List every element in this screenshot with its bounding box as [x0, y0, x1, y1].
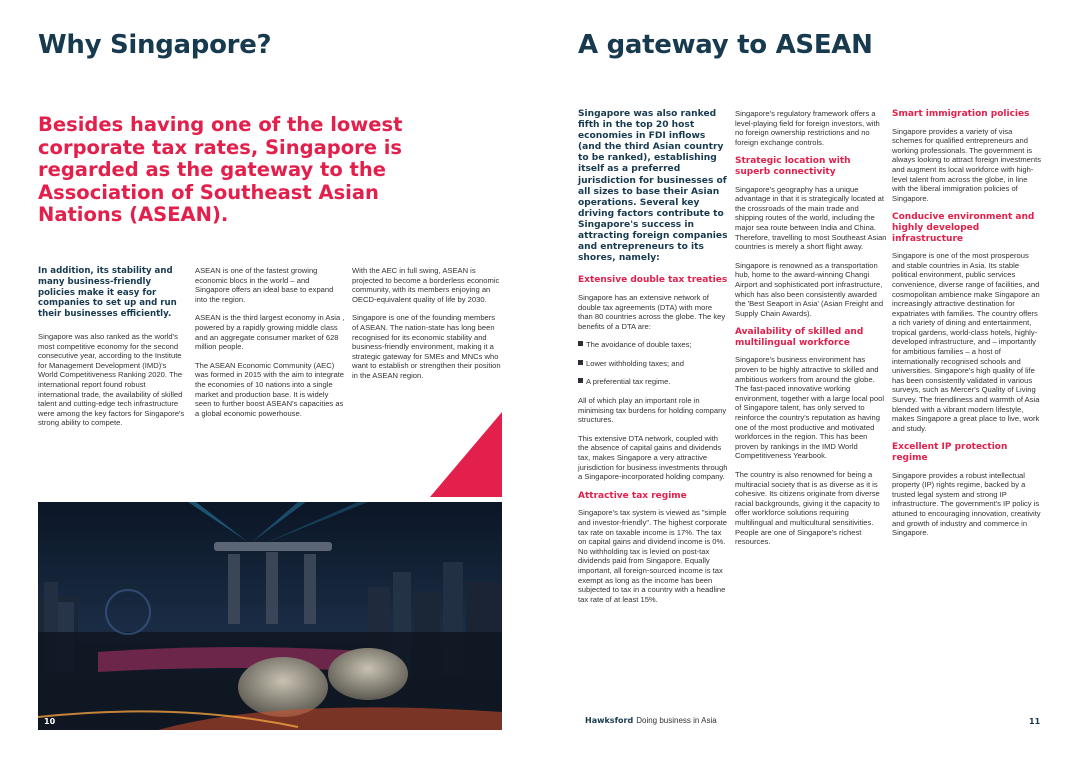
bullet-text: Lower withholding taxes; and: [586, 358, 684, 368]
left-column-3: [352, 266, 502, 390]
paragraph: ASEAN is one of the fastest growing economic blocs in the world – and Singapore offers an ideal base to expand into the region.: [195, 266, 334, 304]
right-page: [540, 0, 1080, 764]
paragraph: Singapore's tax system is viewed as "simple and investor-friendly". The highest corporate tax rate on taxable income is 17%. The tax on capital gains and dividend income is 0%. No withholding tax is levied on post-tax dividends paid from Singapore. Equally important, all foreign-sourced income is tax exempt as long as the income has been subjected to tax in a country with a headline tax rate of at least 15%.: [578, 508, 728, 604]
paragraph: Singapore has an extensive network of double tax agreements (DTA) with more than 80 countries across the globe. The key benefits of a DTA are:: [578, 292, 726, 331]
right-column-3: [892, 109, 1042, 547]
right-column-2: [735, 109, 887, 556]
paragraph: The ASEAN Economic Community (AEC) was formed in 2015 with the aim to integrate the economies of 10 nations into a single market and production base. It is widely seen to further boost ASEAN's capacities as a global economic powerhouse.: [195, 360, 345, 418]
section-heading: Conducive environment and highly developed infrastructure: [892, 212, 1035, 244]
left-column-1: [38, 266, 188, 437]
paragraph: Singapore is renowned as a transportation hub, home to the award-winning Changi Airport and sophisticated port infrastructure, which has also been consistently awarded the 'Best Seaport in Asia' (Asian Freight and Supply Chain Awards).: [735, 260, 884, 318]
bullet-square-icon: [578, 341, 583, 346]
brand-name: Hawksford: [585, 716, 634, 725]
page-number: 11: [1029, 717, 1041, 726]
paragraph: Singapore provides a robust intellectual property (IP) rights regime, backed by a trusted legal system and strong IP infrastructure. The government's IP policy is attuned to encouraging innovation, creativity and growth of industry and commerce in Singapore.: [892, 470, 1041, 538]
left-column-2: [195, 266, 345, 427]
section-heading: Excellent IP protection regime: [892, 442, 1008, 463]
section-heading: Attractive tax regime: [578, 490, 687, 501]
bullet-item: [578, 359, 728, 369]
section-heading: Extensive double tax treaties: [578, 275, 728, 286]
accent-triangle: [430, 412, 502, 497]
paragraph: Singapore was also ranked as the world's most competitive economy for the second consecutive year, according to the Institute for Management Development (IMD)'s World Competitiveness Ranking 2020. The international report found robust international trade, the availability of skilled talent and cutting-edge tech infrastructure were among the key factors for Singapore's strong ability to compete.: [38, 331, 185, 428]
page-title: A gateway to ASEAN: [578, 30, 873, 60]
bullet-square-icon: [578, 378, 583, 383]
paragraph: Singapore's regulatory framework offers a level-playing field for foreign investors, with no foreign ownership restrictions and no foreign exchange controls.: [735, 109, 880, 147]
bullet-item: [578, 340, 728, 350]
lead-statement: Besides having one of the lowest corporate tax rates, Singapore is regarded as the gateway to the Association of Southeast Asian Nations (ASEAN).: [38, 113, 403, 226]
paragraph: Singapore is one of the most prosperous and stable countries in Asia. Its stable political environment, public services convenience, diverse range of facilities, and cosmopolitan ambience make Singapore an increasingly attractive destination for expatriates with families. The country offers a rich variety of dining and entertainment, tropical gardens, world-class hotels, highly-developed infrastructure, and – importantly for ambitious families – a host of internationally recognised schools and universities. Singapore's high quality of life has been consistently validated in various surveys, such as Mercer's Quality of Living Survey. The friendliness and warmth of Asia blended with a vibrant modern lifestyle, makes Singapore a great place to live, work and study.: [892, 251, 1040, 433]
section-heading: Strategic location with superb connectivity: [735, 156, 851, 177]
paragraph: Singapore is one of the founding members of ASEAN. The nation-state has long been recognised for its economic stability and business-friendly environment, making it a strategic gateway for SMEs and MNCs who want to establish or strengthen their position in the ASEAN region.: [352, 313, 501, 380]
paragraph: ASEAN is the third largest economy in Asia , powered by a rapidly growing middle class and an aggregate consumer market of 628 million people.: [195, 313, 345, 352]
paragraph: All of which play an important role in minimising tax burdens for holding company structures.: [578, 396, 727, 425]
footer-tagline: Doing business in Asia: [636, 716, 717, 725]
paragraph: With the AEC in full swing, ASEAN is projected to become a borderless economic community, with its members enjoying an OECD-equivalent quality of life by 2030.: [352, 266, 500, 304]
right-column-1: [578, 109, 728, 613]
section-heading: Smart immigration policies: [892, 109, 1030, 119]
paragraph: Singapore provides a variety of visa schemes for qualified entrepreneurs and working professionals. The government is always looking to attract foreign investments and augment its local workforce with high-level talent from across the globe, in line with the liberal immigration policies of Singapore.: [892, 126, 1041, 203]
singapore-skyline-photo: [38, 502, 502, 730]
section-heading: Availability of skilled and multilingual workforce: [735, 327, 864, 348]
intro-text: In addition, its stability and many business-friendly policies make it easy for companies to set up and run their businesses efficiently.: [38, 266, 177, 320]
page-number: 10: [44, 717, 56, 726]
bullet-text: The avoidance of double taxes;: [586, 340, 692, 350]
paragraph: This extensive DTA network, coupled with the absence of capital gains and dividends tax, makes Singapore a very attractive jurisdiction for business investments through a Singapore-incorporated holding company.: [578, 433, 728, 482]
paragraph: Singapore's geography has a unique advantage in that it is strategically located at the crossroads of the main trade and shipping routes of the world, including the major sea route between India and China. Therefore, travelling to most Southeast Asian countries is merely a short flight away.: [735, 184, 887, 252]
paragraph: Singapore's business environment has proven to be highly attractive to skilled and ambitious workers from around the globe. The fast-paced innovative working environment, together with a large local pool of Singapore talent, has only served to reinforce the country's reputation as having one of the most productive and motivated workforces in the region. This has been proven by rankings in the IMD World Competitiveness Yearbook.: [735, 355, 885, 461]
page-title: Why Singapore?: [38, 30, 272, 60]
bullet-text: A preferential tax regime.: [586, 377, 671, 387]
bullet-square-icon: [578, 360, 583, 365]
footer-branding: [585, 716, 717, 725]
lead-text: Singapore was also ranked fifth in the top 20 host economies in FDI inflows (and the third Asian country to be ranked), establishing itself as a preferred jurisdiction for businesses of all sizes to base their Asian operations. Several key driving factors contribute to Singapore's success in attracting foreign companies and entrepreneurs to its shores, namely:: [578, 109, 728, 264]
paragraph: The country is also renowned for being a multiracial society that is as diverse as it is cohesive. Its citizens originate from diverse racial backgrounds, giving it the capacity to offer workforce solutions requiring multilingual and multicultural sensitivities. People are one of Singapore's richest resources.: [735, 470, 880, 547]
bullet-item: [578, 377, 728, 387]
